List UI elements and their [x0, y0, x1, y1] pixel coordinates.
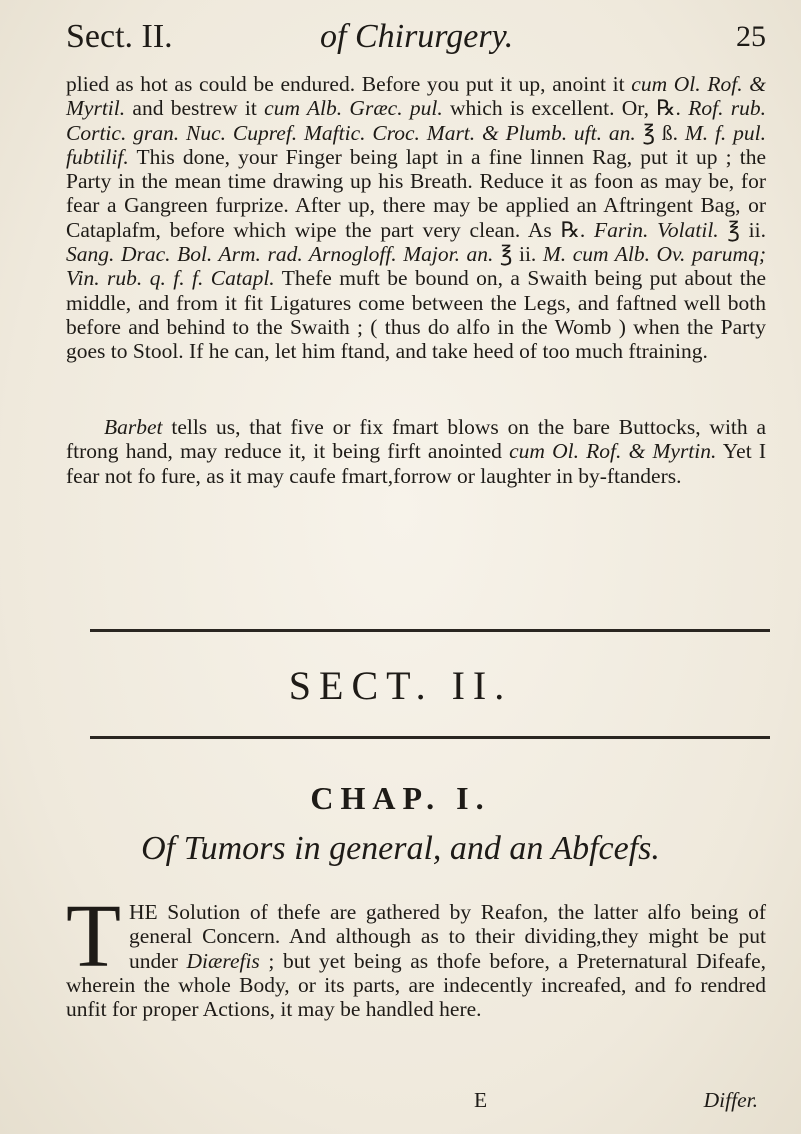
signature-mark: E: [474, 1088, 488, 1112]
chapter-heading: CHAP. I.: [310, 780, 491, 816]
latin-run: Rof. rub. Cortic. gran. Nuc. Cupref. Maftic. Croc. Mart. & Plumb. uft. an.: [66, 96, 766, 145]
latin-run: cum Ol. Rof. & Myrtin.: [509, 439, 717, 464]
text-run: ℥ ii.: [718, 217, 766, 242]
drop-cap: T: [66, 887, 121, 986]
chapter-subtitle: Of Tumors in general, and an Abfcefs.: [141, 830, 660, 867]
latin-run: Farin. Volatil.: [594, 217, 719, 242]
text-run: HE Solution of thefe are gathered by Reafon, the latter alfo being of general Concern. And although as to their dividing,they might be put under: [128, 900, 766, 973]
section-heading: SECT. II.: [288, 663, 513, 708]
latin-run: M. f. pul. fubtilif.: [66, 120, 767, 169]
text-run: This done, your Finger being lapt in a fine linnen Rag, put it up ; the Party in the mean time drawing up his Breath. Reduce it as foon as may be, for fear a Gangreen furprize. After up, there may be applied an Aftringent Bag, or Cataplafm, before which wipe the part very clean. As ℞.: [66, 144, 766, 242]
text-run: Yet I fear not fo fure, as it may caufe fmart,forrow or laughter in by-ftanders.: [66, 439, 766, 488]
paragraph-barbet: [66, 415, 766, 488]
divider-rule-top: [90, 629, 770, 632]
latin-run: cum Ol. Rof. & Myrtil.: [66, 72, 766, 121]
header-title: of Chirurgery.: [320, 18, 514, 55]
text-run: plied as hot as could be endured. Before you put it up, anoint it: [66, 72, 632, 96]
page-number: 25: [736, 20, 766, 53]
paragraph-solution: [66, 887, 766, 1022]
text-run: ℥ ß.: [635, 120, 685, 145]
text-run: and bestrew it: [125, 96, 265, 121]
running-header: [66, 18, 766, 70]
latin-run: M. cum Alb. Ov. parumq; Vin. rub. q. f. f. Catapl.: [66, 242, 766, 291]
text-run: which is excellent. Or, ℞.: [442, 96, 689, 121]
text-run: ; but yet being as thofe before, a Preternatural Difeafe, wherein the whole Body, or its parts, are indecently increafed, and fo rendred unfit for proper Actions, it may be handled here.: [66, 948, 766, 1022]
latin-run: Diærefis: [186, 948, 260, 973]
catchword: Differ.: [703, 1088, 758, 1112]
text-run: ℥ ii.: [493, 242, 543, 267]
text-run: tells us, that five or fix fmart blows on the bare Buttocks, with a ftrong hand, may reduce it, it being firft anointed: [66, 415, 766, 464]
divider-rule-bottom: [90, 736, 770, 739]
text-run: Thefe muft be bound on, a Swaith being put about the middle, and from it fit Ligatures come between the Legs, and faftned well both before and behind to the Swaith ; ( thus do alfo in the Womb ) when the Party goes to Stool. If he can, let him ftand, and take heed of too much ftraining.: [66, 266, 766, 364]
page-footer: [66, 1088, 766, 1118]
author-name: Barbet: [104, 415, 163, 439]
paragraph-remedy: [66, 72, 766, 364]
latin-run: cum Alb. Græc. pul.: [264, 96, 443, 121]
latin-run: Sang. Drac. Bol. Arm. rad. Arnogloff. Major. an.: [66, 242, 494, 267]
header-section: Sect. II.: [66, 18, 173, 55]
